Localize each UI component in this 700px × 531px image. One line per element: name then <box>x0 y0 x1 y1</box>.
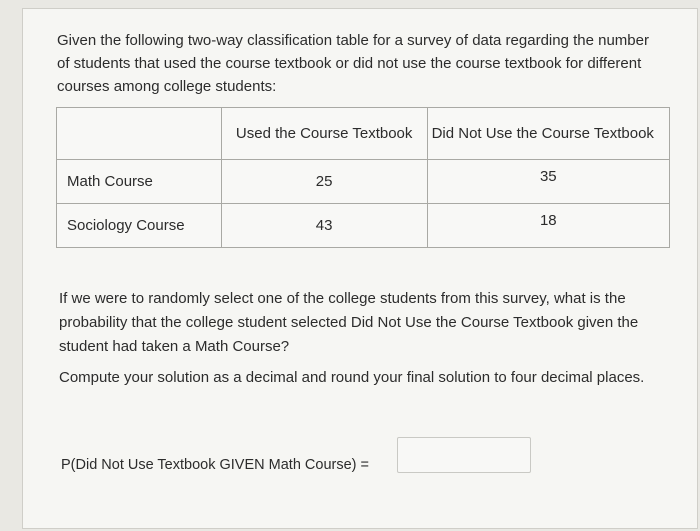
table-row <box>57 160 670 204</box>
two-way-table <box>56 107 670 248</box>
question-text: If we were to randomly select one of the college students from this survey, what is the probability that the college student selected Did Not Use the Course Textbook given the student had taken a Math Course? <box>59 290 639 355</box>
row-label-sociology: Sociology Course <box>57 204 222 248</box>
question-card <box>22 8 698 529</box>
header-used-textbook: Used the Course Textbook <box>221 108 427 160</box>
row-label-math: Math Course <box>57 160 222 204</box>
header-did-not-use-textbook: Did Not Use the Course Textbook <box>427 108 669 160</box>
answer-label: P(Did Not Use Textbook GIVEN Math Course) = <box>61 457 369 473</box>
intro-text: Given the following two-way classification table for a survey of data regarding the number of students that used the course textbook or did not use the course textbook for different courses among college students: <box>57 32 649 95</box>
answer-input[interactable] <box>397 437 531 473</box>
table-header-row <box>57 108 670 160</box>
header-blank-cell <box>57 108 222 160</box>
instruction-text: Compute your solution as a decimal and round your final solution to four decimal places. <box>59 369 645 386</box>
table-row <box>57 204 670 248</box>
cell-sociology-used: 43 <box>221 204 427 248</box>
cell-math-used: 25 <box>221 160 427 204</box>
cell-sociology-not-used: 18 <box>427 204 669 248</box>
cell-math-not-used: 35 <box>427 160 669 204</box>
